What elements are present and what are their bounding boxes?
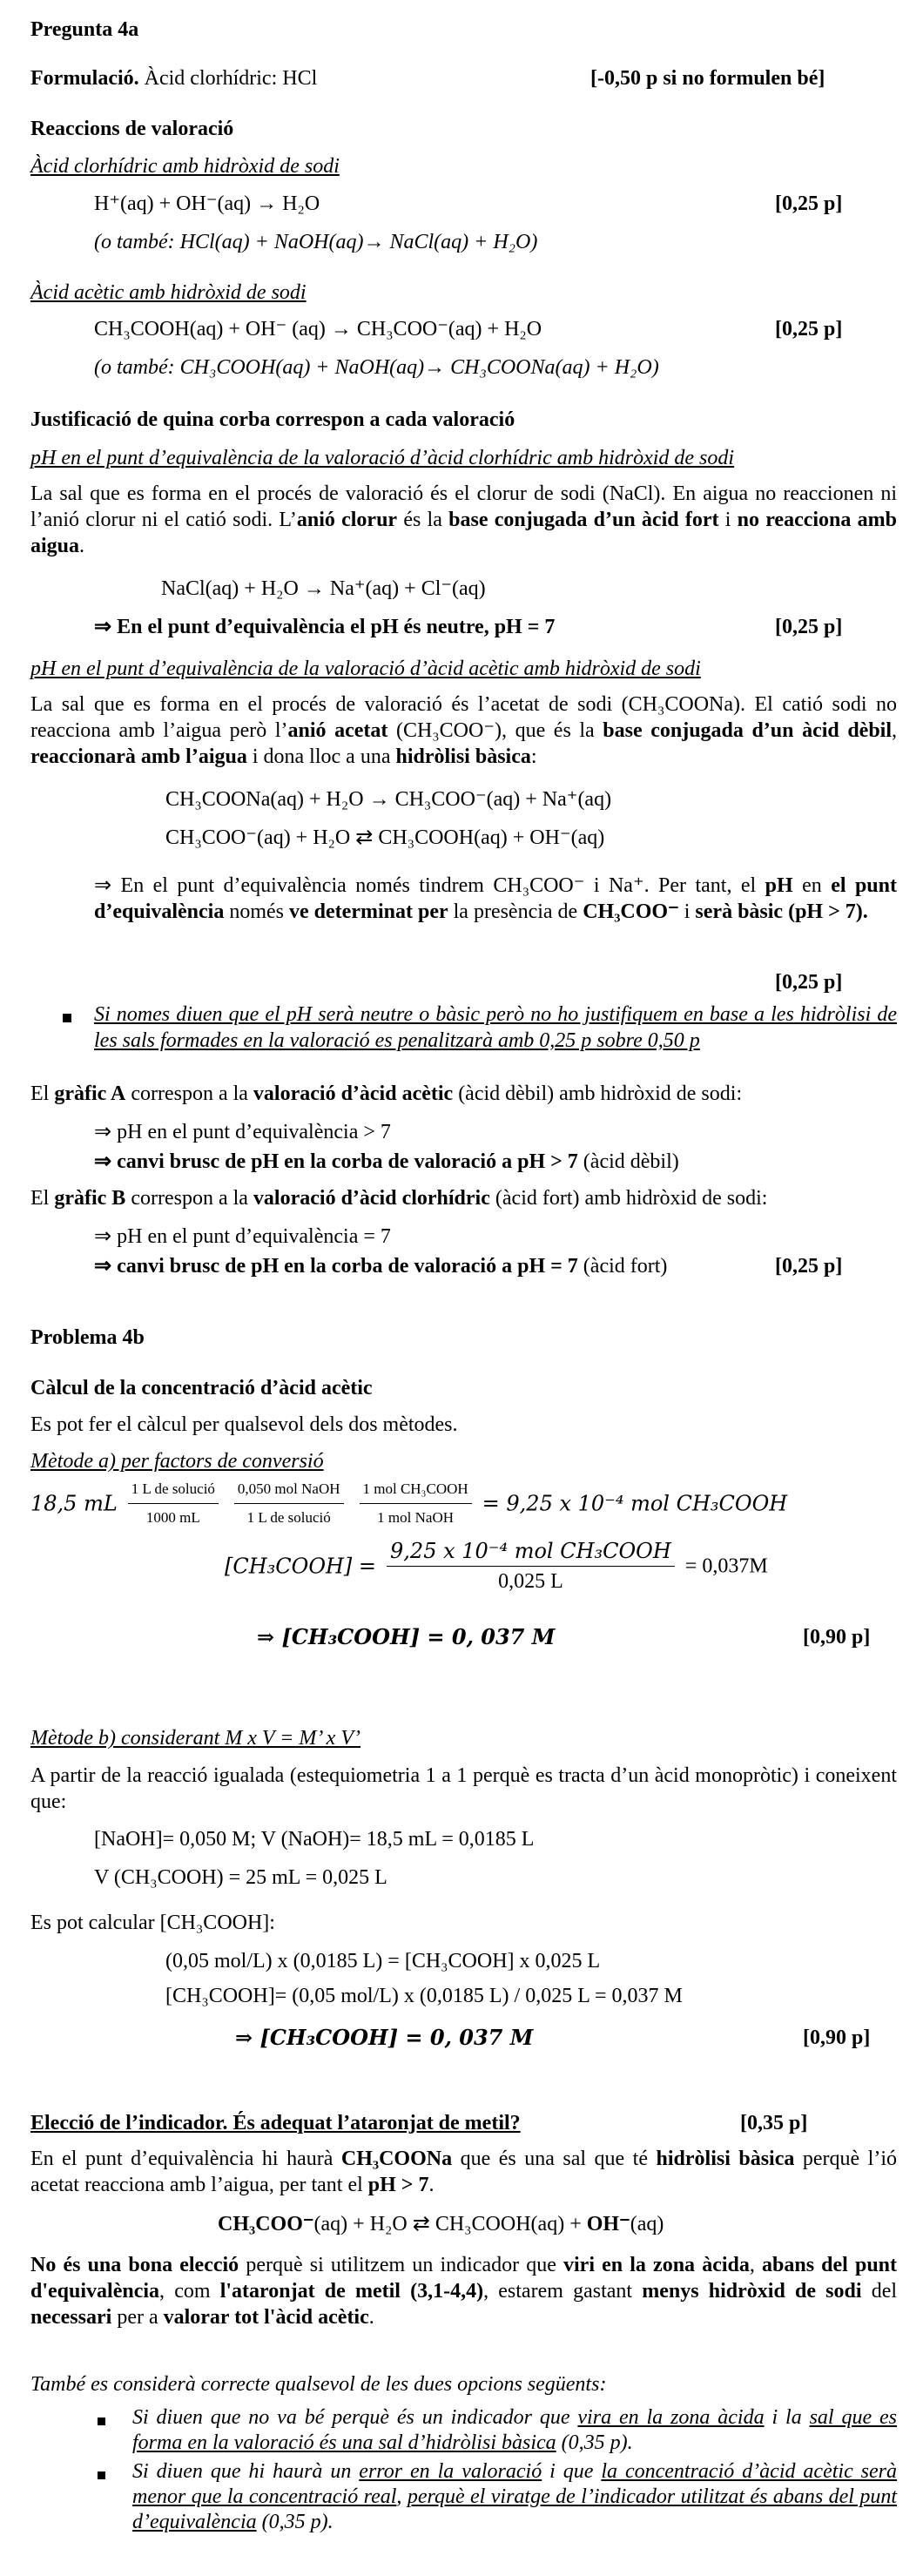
- method-b-data-1: [NaOH]= 0,050 M; V (NaOH)= 18,5 mL = 0,0185 L: [94, 1828, 535, 1851]
- reaction2-equation: CH₃COOH(aq) + OH⁻ (aq) → CH₃COO⁻(aq) + H₂O: [94, 318, 542, 341]
- conversion-factors: [30, 1477, 787, 1530]
- formulation-line: [30, 64, 317, 92]
- ph1-title: pH en el punt d’equivalència de la valoració d’àcid clorhídric amb hidròxid de sodi: [30, 447, 735, 469]
- calc-heading: Càlcul de la concentració d’àcid acètic: [30, 1377, 373, 1399]
- factor-3: $\frac{\text{1 mol CH₃COOH}}{\text{1 mol NaOH}}$: [360, 1477, 472, 1530]
- bullet-icon: [63, 1014, 71, 1022]
- method-b-paragraph: A partir de la reacció igualada (estequiometria 1 a 1 perquè es tracta d’un àcid monopròtic) i coneixent que:: [30, 1764, 897, 1813]
- option-2: Si diuen que hi haurà un error en la valoració i que la concentració d’àcid acètic serà menor que la concentració real, perquè el viratge de l’indicador utilitzat és abans del punt d’equivalència (0,35 p).: [132, 2460, 898, 2533]
- ph2-paragraph: La sal que es forma en el procés de valoració és l’acetat de sodi (CH₃COONa). El catió sodi no reacciona amb l’aigua però l’anió acetat (CH₃COO⁻), que és la base conjugada d’un àcid dèbil, reaccionarà amb l’aigua i dona lloc a una hidròlisi bàsica:: [30, 693, 898, 768]
- reactions-heading: Reaccions de valoració: [30, 118, 234, 140]
- graph-a-line-2: ⇒ canvi brusc de pH en la corba de valoració a pH > 7 (àcid dèbil): [94, 1150, 679, 1173]
- factor-2: $\frac{\text{0,050 mol NaOH}}{\text{1 L de solució}}$: [234, 1477, 344, 1530]
- method-b-title: Mètode b) considerant M x V = M’ x V’: [30, 1727, 360, 1750]
- method-a-final: ⇒ [CH₃COOH] = 0, 037 M: [257, 1624, 556, 1649]
- graph-b-line-2: ⇒ canvi brusc de pH en la corba de valoració a pH = 7 (àcid fort): [94, 1255, 668, 1278]
- ph2-equation-1: CH₃COONa(aq) + H₂O → CH₃COO⁻(aq) + Na⁺(aq): [165, 788, 612, 811]
- reaction1-alt-equation: (o també: HCl(aq) + NaOH(aq)→ NaCl(aq) + H₂O): [94, 231, 538, 253]
- indicator-score: [0,35 p]: [740, 2112, 808, 2134]
- ph2-conclusion: ⇒ En el punt d’equivalència només tindrem CH₃COO⁻ i Na⁺. Per tant, el pH en el punt d’equivalència només ve determinat per la presència de CH₃COO⁻ i serà bàsic (pH > 7).: [94, 874, 897, 923]
- bullet-icon: [98, 2418, 105, 2425]
- graph-b-line-1: ⇒ pH en el punt d’equivalència = 7: [94, 1225, 391, 1248]
- reaction2-title: Àcid acètic amb hidròxid de sodi: [30, 281, 307, 304]
- reaction1-equation: H⁺(aq) + OH⁻(aq) → H₂O: [94, 192, 320, 215]
- ph2-title: pH en el punt d’equivalència de la valoració d’àcid acètic amb hidròxid de sodi: [30, 657, 701, 680]
- reaction1-title: Àcid clorhídric amb hidròxid de sodi: [30, 155, 340, 178]
- graph-a-line-1: ⇒ pH en el punt d’equivalència > 7: [94, 1121, 391, 1143]
- ph1-paragraph: La sal que es forma en el procés de valoració és el clorur de sodi (NaCl). En aigua no reaccionen ni l’anió clorur ni el catió sodi. L’anió clorur és la base conjugada d’un àcid fort i no reacciona amb aigua.: [30, 482, 897, 557]
- concentration-fraction: $\frac{\text{9,25 x 10⁻⁴ mol CH₃COOH}}{0,025 L}$: [387, 1538, 675, 1595]
- ph2-score: [0,25 p]: [775, 971, 843, 994]
- ph1-equation: NaCl(aq) + H₂O → Na⁺(aq) + Cl⁻(aq): [161, 577, 486, 600]
- method-a-score: [0,90 p]: [803, 1626, 871, 1649]
- concentration-calc: [CH₃COOH] = $\frac{\text{9,25 x 10⁻⁴ mol CH₃COOH}}{0,025 L}$ = 0,037M: [225, 1539, 768, 1593]
- reaction2-alt-equation: (o també: CH₃COOH(aq) + NaOH(aq)→ CH₃COONa(aq) + H₂O): [94, 356, 659, 379]
- reaction1-score: [0,25 p]: [775, 192, 843, 215]
- method-b-eq-1: (0,05 mol/L) x (0,0185 L) = [CH₃COOH] x 0,025 L: [165, 1950, 601, 1972]
- graph-b-statement: El gràfic B correspon a la valoració d’àcid clorhídric (àcid fort) amb hidròxid de sodi:: [30, 1187, 768, 1210]
- also-correct-note: També es considerà correcte qualsevol de les dues opcions següents:: [30, 2373, 607, 2396]
- method-b-eq-2: [CH₃COOH]= (0,05 mol/L) x (0,0185 L) / 0,025 L = 0,037 M: [165, 1985, 683, 2007]
- calc-intro: Es pot fer el càlcul per qualsevol dels dos mètodes.: [30, 1413, 458, 1436]
- ph1-conclusion: ⇒ En el punt d’equivalència el pH és neutre, pH = 7: [94, 616, 556, 638]
- moles-result: = 9,25 x 10⁻⁴ mol CH₃COOH: [482, 1491, 788, 1516]
- penalty-note: Si nomes diuen que el pH serà neutre o bàsic però no ho justifiquem en base a les hidròlisi de les sals formades en la valoració es penalitzarà amb 0,25 p sobre 0,50 p: [94, 1003, 897, 1052]
- option-1: Si diuen que no va bé perquè és un indicador que vira en la zona àcida i la sal que es forma en la valoració és una sal d’hidròlisi bàsica (0,35 p).: [132, 2406, 898, 2454]
- graph-a-statement: El gràfic A correspon a la valoració d’àcid acètic (àcid dèbil) amb hidròxid de sodi:: [30, 1082, 743, 1105]
- ph2-equation-2: CH₃COO⁻(aq) + H₂O ⇄ CH₃COOH(aq) + OH⁻(aq): [165, 826, 605, 849]
- section-title-4a: Pregunta 4a: [30, 18, 139, 41]
- indicator-equation: CH₃COO⁻(aq) + H₂O ⇄ CH₃COOH(aq) + OH⁻(aq): [218, 2213, 664, 2235]
- indicator-paragraph-1: En el punt d’equivalència hi haurà CH₃COONa que és una sal que té hidròlisi bàsica perquè l’ió acetat reacciona amb l’aigua, per tant el pH > 7.: [30, 2148, 898, 2196]
- factor-1: $\frac{\text{1 L de solució}}{1000 mL}$: [128, 1477, 219, 1530]
- section-title-4b: Problema 4b: [30, 1326, 145, 1349]
- method-b-score: [0,90 p]: [803, 2026, 871, 2049]
- graph-b-score: [0,25 p]: [775, 1255, 843, 1278]
- justification-heading: Justificació de quina corba correspon a cada valoració: [30, 408, 515, 431]
- ph1-score: [0,25 p]: [775, 616, 843, 638]
- formulation-text: Àcid clorhídric: HCl: [138, 67, 318, 90]
- method-b-final: ⇒ [CH₃COOH] = 0, 037 M: [235, 2025, 534, 2050]
- reaction2-score: [0,25 p]: [775, 318, 843, 341]
- indicator-heading: Elecció de l’indicador. És adequat l’ataronjat de metil?: [30, 2112, 521, 2134]
- bullet-icon: [98, 2471, 105, 2479]
- formulation-note: [-0,50 p si no formulen bé]: [590, 67, 825, 90]
- indicator-paragraph-2: No és una bona elecció perquè si utilitzem un indicador que viri en la zona àcida, abans del punt d'equivalència, com l'ataronjat de metil (3,1-4,4), estarem gastant menys hidròxid de sodi del necessari per a valorar tot l'àcid acètic.: [30, 2254, 898, 2329]
- formulation-label: Formulació.: [30, 67, 139, 90]
- method-a-title: Mètode a) per factors de conversió: [30, 1450, 324, 1473]
- method-b-data-3: Es pot calcular [CH₃COOH]:: [30, 1912, 275, 1934]
- start-volume: 18,5 mL: [30, 1491, 118, 1516]
- method-b-data-2: V (CH₃COOH) = 25 mL = 0,025 L: [94, 1866, 387, 1889]
